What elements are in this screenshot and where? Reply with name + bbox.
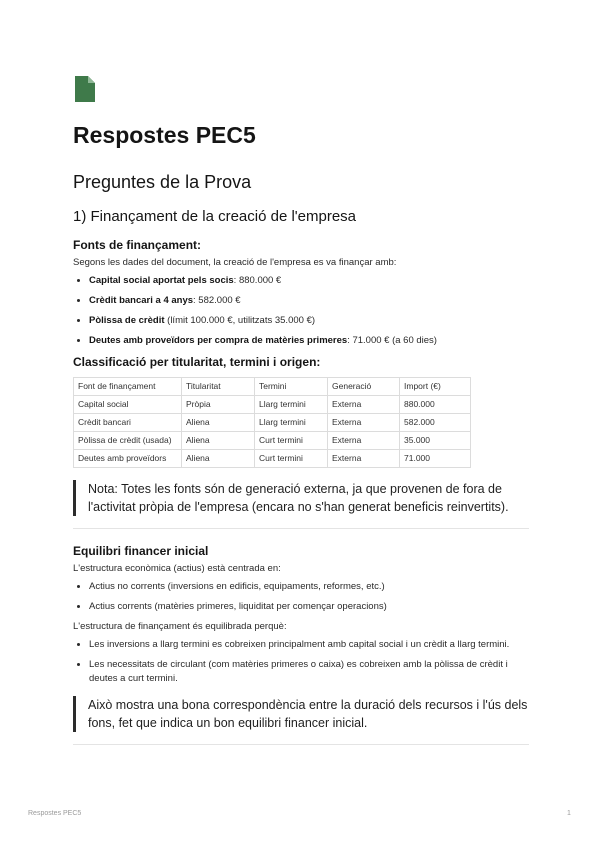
reasons-list	[73, 638, 529, 686]
financing-intro: L'estructura de finançament és equilibrada perquè:	[73, 621, 287, 632]
heading-equilibrium: Equilibri financer inicial	[73, 544, 209, 558]
list-item: • Actius no corrents (inversions en edificis, equipaments, reformes, etc.)	[89, 580, 529, 594]
note-external-generation: Nota: Totes les fonts són de generació externa, ja que provenen de fora de l'activitat pròpia de l'empresa (encara no s'han generat beneficis reinvertits).	[73, 480, 529, 516]
sources-intro: Segons les dades del document, la creació de l'empresa es va finançar amb:	[73, 257, 397, 268]
list-item: • Les inversions a llarg termini es cobreixen principalment amb capital social i un crèdit a llarg termini.	[89, 638, 529, 652]
list-item: • Pòlissa de crèdit (límit 100.000 €, utilitzats 35.000 €)	[89, 314, 529, 328]
list-item: • Actius corrents (matèries primeres, liquiditat per començar operacions)	[89, 600, 529, 614]
divider	[73, 744, 529, 745]
page-number: 1	[567, 810, 571, 817]
assets-list	[73, 580, 529, 614]
list-item: • Crèdit bancari a 4 anys: 582.000 €	[89, 294, 529, 308]
divider	[73, 528, 529, 529]
list-item: • Capital social aportat pels socis: 880.000 €	[89, 274, 529, 288]
heading-financing: 1) Finançament de la creació de l'empresa	[73, 208, 357, 225]
table-row: Crèdit bancari Aliena Llarg termini Externa 582.000	[74, 414, 471, 432]
footer-title: Respostes PEC5	[28, 810, 82, 817]
table-row: Capital social Pròpia Llarg termini Externa 880.000	[74, 396, 471, 414]
document-page	[73, 74, 529, 745]
table-header-row: Font de finançament Titularitat Termini Generació Import (€)	[74, 378, 471, 396]
note-equilibrium: Això mostra una bona correspondència entre la duració dels recursos i l'ús dels fons, fet que indica un bon equilibri financer inicial.	[73, 696, 529, 732]
list-item: • Deutes amb proveïdors per compra de matèries primeres: 71.000 € (a 60 dies)	[89, 334, 529, 348]
assets-intro: L'estructura econòmica (actius) està centrada en:	[73, 563, 281, 574]
list-item: • Les necessitats de circulant (com matèries primeres o caixa) es cobreixen amb la pòlissa de crèdit i deutes a curt termini.	[89, 658, 529, 686]
document-icon	[73, 74, 97, 104]
section-title: Preguntes de la Prova	[73, 172, 252, 192]
heading-sources: Fonts de finançament:	[73, 238, 202, 252]
document-title: Respostes PEC5	[73, 122, 256, 148]
classification-table	[73, 377, 471, 468]
sources-list	[73, 274, 529, 348]
heading-classification: Classificació per titularitat, termini i origen:	[73, 355, 321, 369]
table-row: Deutes amb proveïdors Aliena Curt termini Externa 71.000	[74, 450, 471, 468]
table-row: Pòlissa de crèdit (usada) Aliena Curt termini Externa 35.000	[74, 432, 471, 450]
